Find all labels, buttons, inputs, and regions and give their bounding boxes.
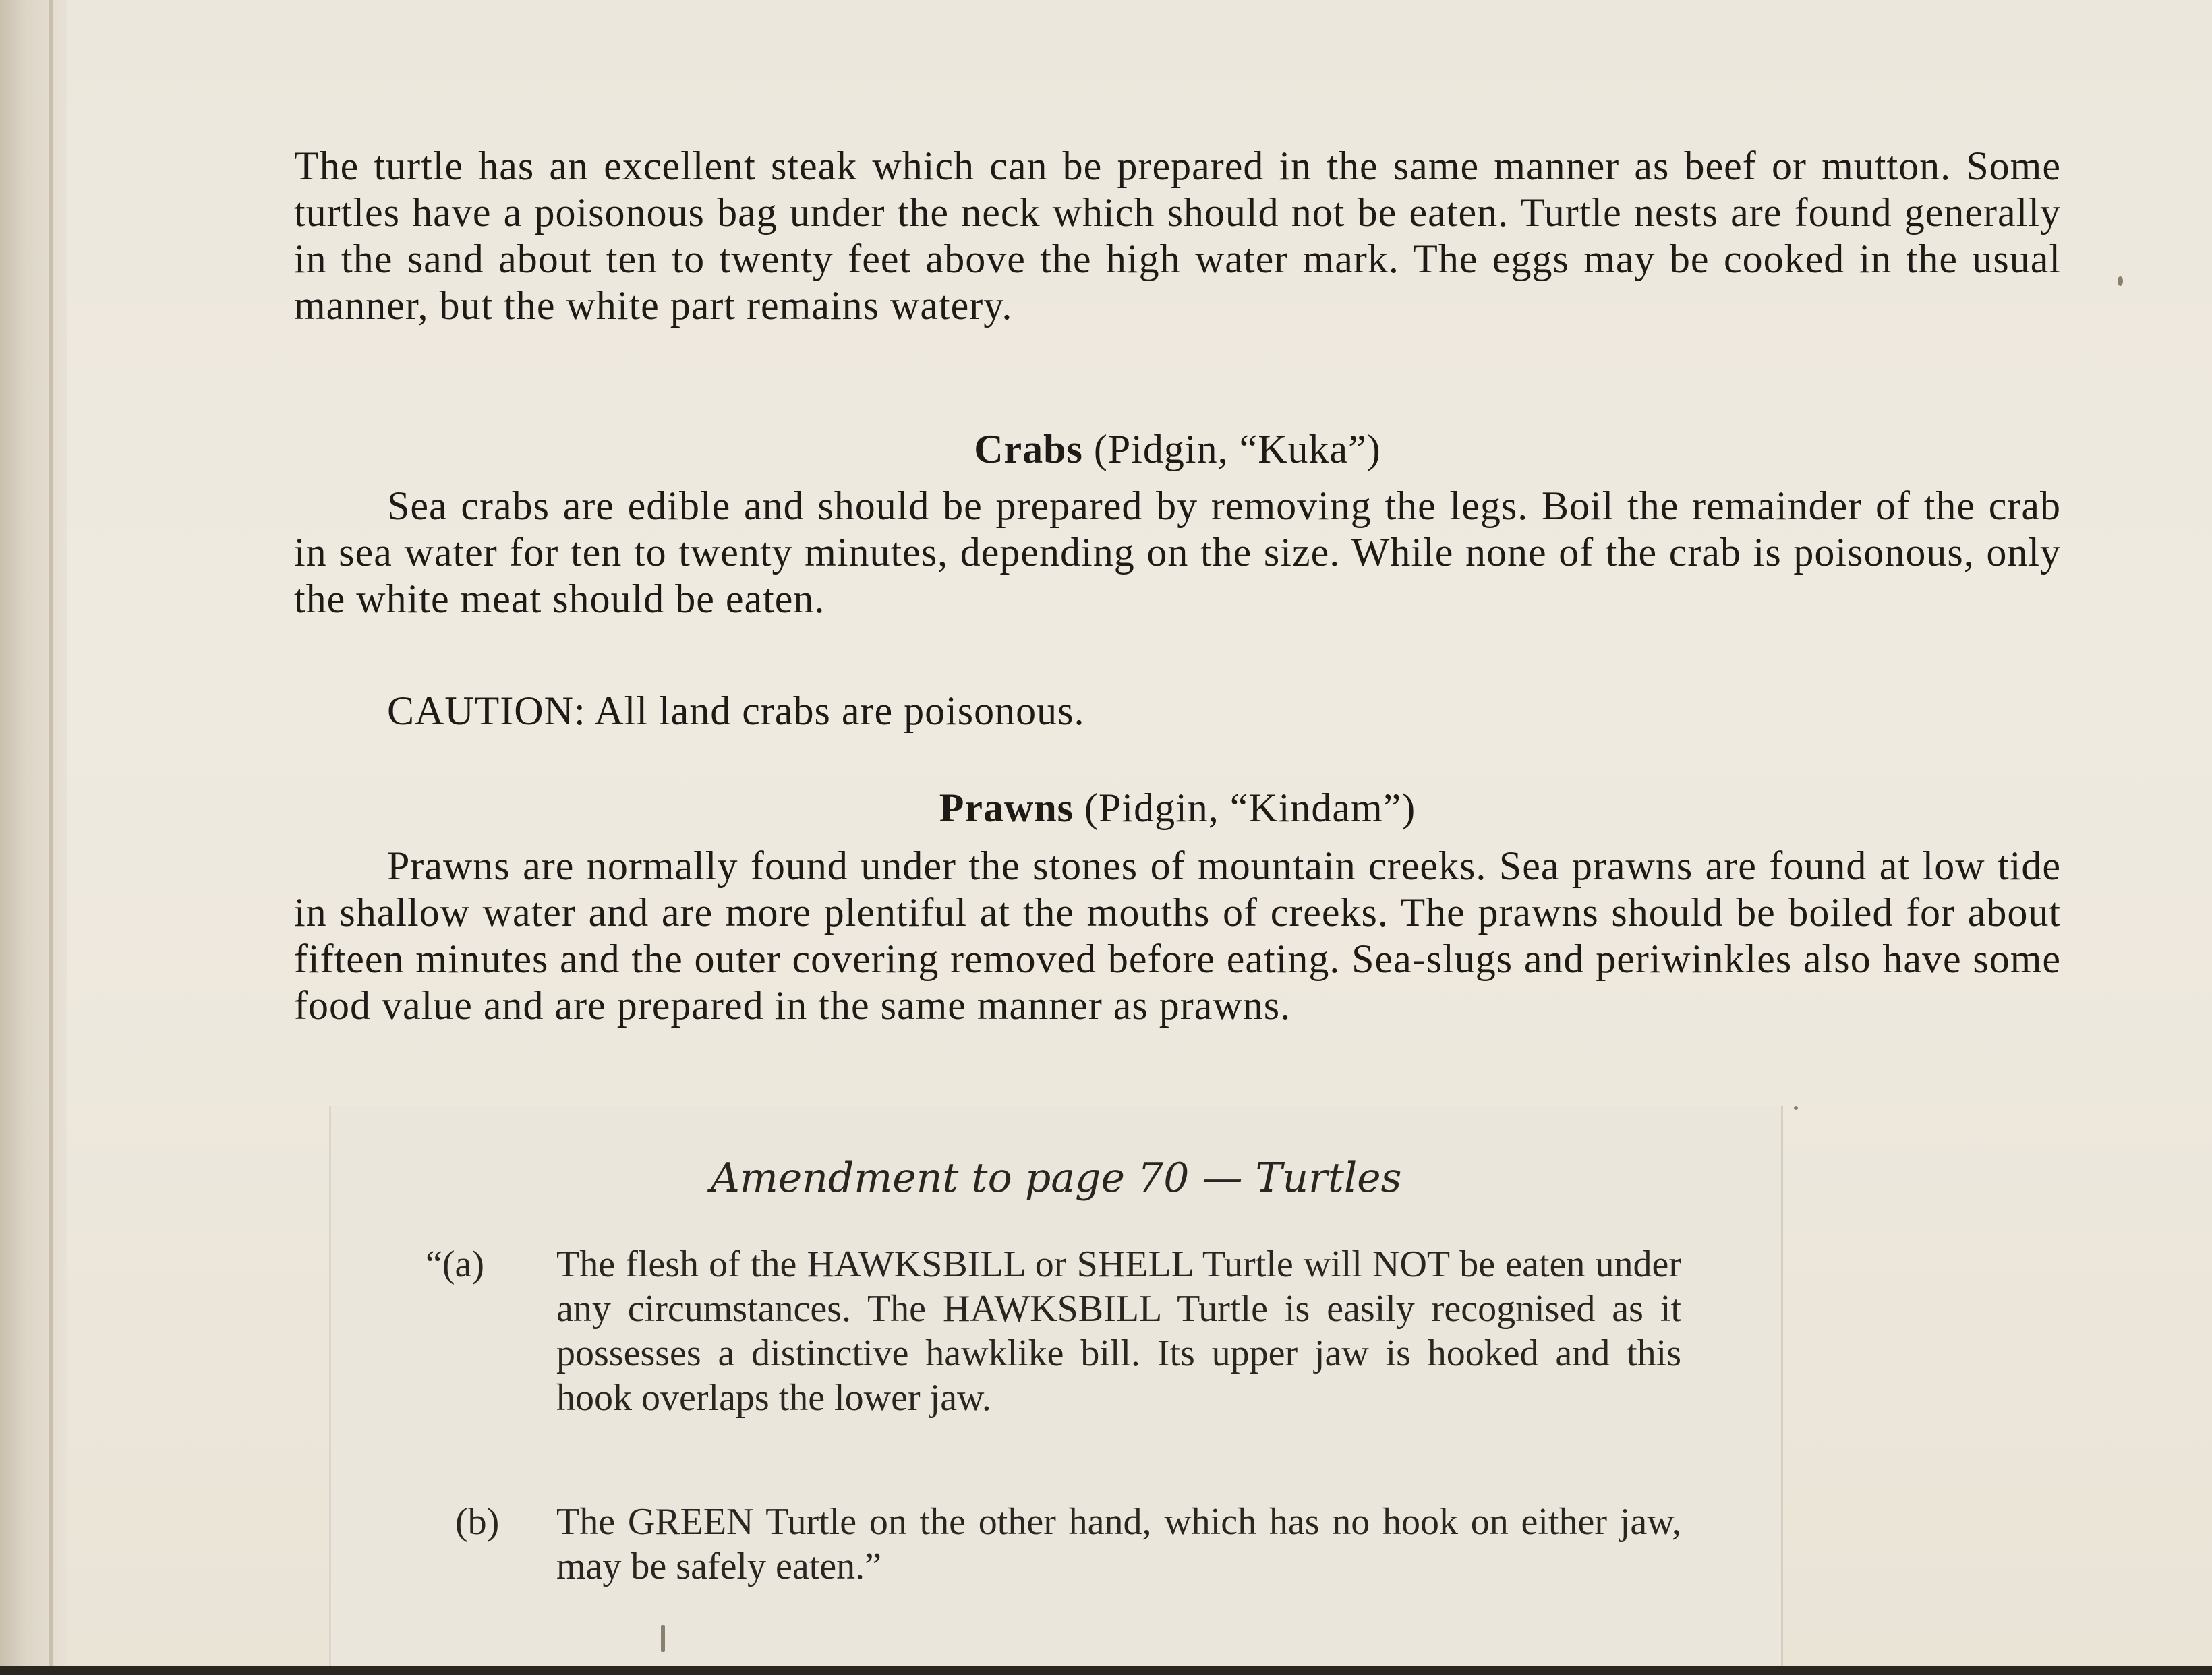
amendment-slip (329, 1106, 1783, 1666)
crabs-caution: CAUTION: All land crabs are poisonous. (387, 688, 1085, 733)
crabs-paragraph: Sea crabs are edible and should be prepared by removing the legs. Boil the remainder of the crab in sea water for ten to twenty minutes, depending on the size. While none of the crab is poisonous, only the white meat should be eaten. (294, 483, 2061, 621)
crabs-heading (294, 426, 2061, 473)
paper-speck (1794, 1106, 1798, 1110)
prawns-heading (294, 785, 2061, 831)
prawns-paragraph: Prawns are normally found under the stones of mountain creeks. Sea prawns are found at low tide in shallow water and are more plentiful at the mouths of creeks. The prawns should be boiled for about fifteen minutes and the outer covering removed before eating. Sea-slugs and periwinkles also have some food value and are prepared in the same manner as prawns. (294, 844, 2061, 1028)
amendment-item-text: The flesh of the HAWKSBILL or SHELL Turtle will NOT be eaten under any circumstances. The HAWKSBILL Turtle is easily recognised as it possesses a distinctive hawklike bill. Its upper jaw is hooked and this hook overlaps the lower jaw. (556, 1243, 1681, 1419)
amendment-item-marker: “(a) (426, 1243, 485, 1285)
crabs-heading-pidgin: (Pidgin, “Kuka”) (1093, 427, 1381, 471)
amendment-item-text: The GREEN Turtle on the other hand, which has no hook on either jaw, may be safely eaten.” (556, 1501, 1681, 1587)
prawns-heading-pidgin: (Pidgin, “Kindam”) (1084, 786, 1416, 830)
prawns-heading-title: Prawns (939, 786, 1074, 830)
amendment-item-marker: (b) (455, 1501, 500, 1543)
amendment-title: Amendment to page 70 — Turtles (710, 1154, 1402, 1202)
paper-speck (2118, 276, 2123, 286)
pencil-mark (661, 1625, 665, 1652)
turtle-paragraph: The turtle has an excellent steak which can be prepared in the same manner as beef or mutton. Some turtles have a poisonous bag under the neck which should not be eaten. Turtle nests are found generally in the sand about ten to twenty feet above the high water mark. The eggs may be cooked in the usual manner, but the white part remains watery. (294, 144, 2061, 328)
page-binding (0, 0, 67, 1675)
crabs-heading-title: Crabs (974, 427, 1083, 471)
page-bottom-edge (0, 1666, 2212, 1675)
binding-crease (49, 0, 53, 1675)
